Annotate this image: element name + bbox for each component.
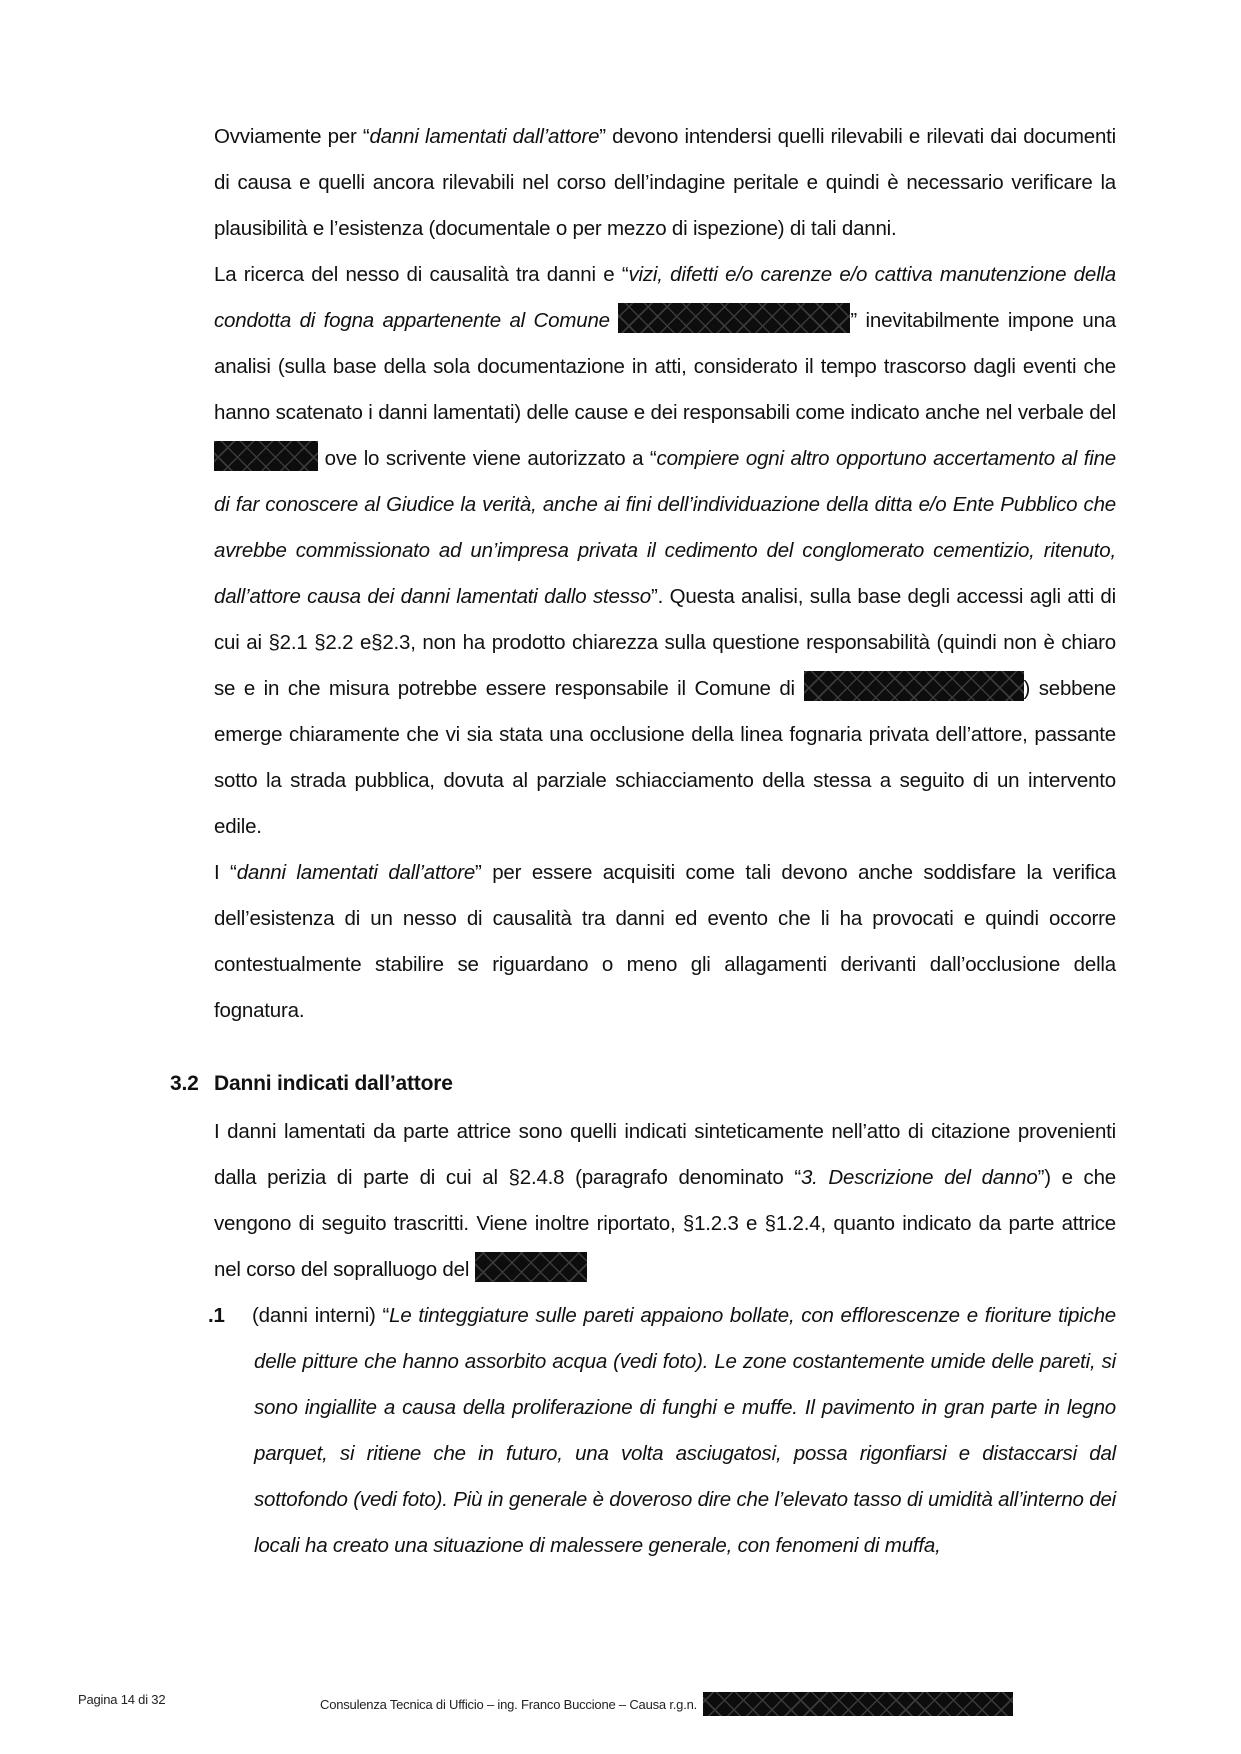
section-number: 3.2 [170, 1072, 199, 1095]
intro-text [214, 114, 1116, 1034]
list-item [208, 1293, 1116, 1569]
section-title: Danni indicati dall’attore [214, 1072, 453, 1095]
section-text [214, 1109, 1116, 1293]
footer-page-number: Pagina 14 di 32 [78, 1692, 166, 1707]
footer-title: Consulenza Tecnica di Ufficio – ing. Franco Buccione – Causa r.g.n. [320, 1692, 1013, 1716]
list-item-body: (danni interni) “Le tinteggiature sulle pareti appaiono bollate, con efflorescenze e fioriture tipiche delle pitture che hanno assorbito acqua (vedi foto). Le zone costantemente umide delle pareti, si sono ingiallite a causa della proliferazione di funghi e muffe. Il pavimento in gran parte in legno parquet, si ritiene che in futuro, una volta asciugatosi, possa rigonfiarsi e distaccarsi dal sottofondo (vedi foto). Più in generale è doveroso dire che l’elevato tasso di umidità all’interno dei locali ha creato una situazione di malessere generale, con fenomeni di muffa, [252, 1304, 1116, 1557]
redaction-block [804, 671, 1024, 701]
redaction-block [475, 1252, 587, 1282]
redaction-block [214, 441, 318, 471]
paragraph-1: Ovviamente per “danni lamentati dall’attore” devono intendersi quelli rilevabili e rilevati dai documenti di causa e quelli ancora rilevabili nel corso dell’indagine peritale e quindi è necessario verificare la plausibilità e l’esistenza (documentale o per mezzo di ispezione) di tali danni. [214, 125, 1117, 240]
redaction-block [618, 303, 850, 333]
section-paragraph: I danni lamentati da parte attrice sono quelli indicati sinteticamente nell’atto di citazione provenienti dalla perizia di parte di cui al §2.4.8 (paragrafo denominato “3. Descrizione del danno”) e che vengono di seguito trascritti. Viene inoltre riportato, §1.2.3 e §1.2.4, quanto indicato da parte attrice nel corso del sopralluogo del [214, 1120, 1116, 1281]
paragraph-2: La ricerca del nesso di causalità tra danni e “vizi, difetti e/o carenze e/o cattiva manutenzione della condotta di fogna appartenente al Comune ” inevitabilmente impone una analisi (sulla base della sola documentazione in atti, considerato il tempo trascorso dagli eventi che hanno scatenato i danni lamentati) delle cause e dei responsabili come indicato anche nel verbale del ove lo scrivente viene autorizzato a “compiere ogni altro opportuno accertamento al fine di far conoscere al Giudice la verità, anche ai fini dell’individuazione della ditta e/o Ente Pubblico che avrebbe commissionato ad un’impresa privata il cedimento del conglomerato cementizio, ritenuto, dall’attore causa dei danni lamentati dallo stesso”. Questa analisi, sulla base degli accessi agli atti di cui ai §2.1 §2.2 e§2.3, non ha prodotto chiarezza sulla questione responsabilità (quindi non è chiaro se e in che misura potrebbe essere responsabile il Comune di ) sebbene emerge chiaramente che vi sia stata una occlusione della linea fognaria privata dell’attore, passante sotto la strada pubblica, dovuta al parziale schiacciamento della stessa a seguito di un intervento edile. [214, 263, 1116, 838]
redaction-block [703, 1692, 1013, 1716]
list-item-number: .1 [208, 1304, 225, 1327]
section-heading [170, 1072, 453, 1096]
paragraph-3: I “danni lamentati dall’attore” per essere acquisiti come tali devono anche soddisfare la verifica dell’esistenza di un nesso di causalità tra danni ed evento che li ha provocati e quindi occorre contestualmente stabilire se riguardano o meno gli allagamenti derivanti dall’occlusione della fognatura. [214, 861, 1117, 1022]
